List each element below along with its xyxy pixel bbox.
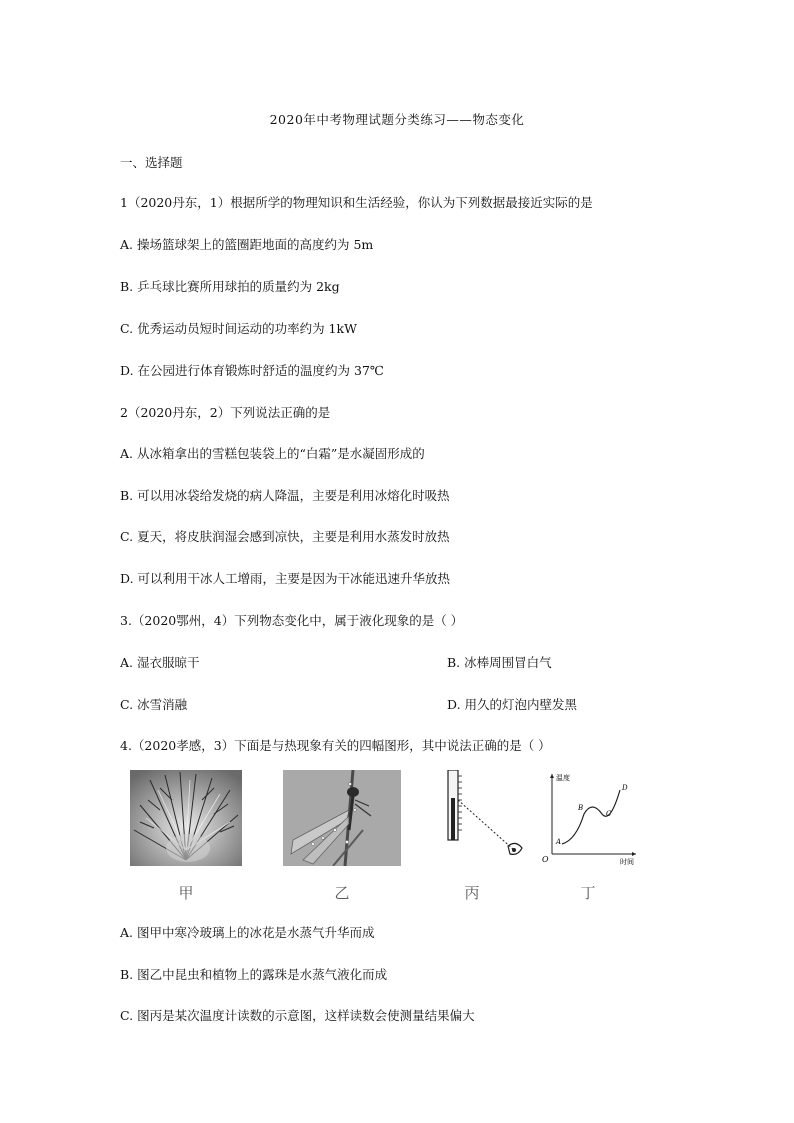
caption-ding: 丁 (580, 884, 596, 902)
question-1-option-c: C. 优秀运动员短时间运动的功率约为 1kW (120, 321, 357, 336)
question-3-option-a: A. 湿衣服晾干 (120, 655, 200, 670)
question-4-option-c: C. 图丙是某次温度计读数的示意图，这样读数会使测量结果偏大 (120, 1008, 475, 1023)
question-2-option-d: D. 可以利用干冰人工增雨，主要是因为干冰能迅速升华放热 (120, 571, 451, 586)
page-title: 2020年中考物理试题分类练习——物态变化 (269, 112, 525, 127)
question-3-option-b: B. 冰棒周围冒白气 (447, 655, 552, 670)
question-3-option-c: C. 冰雪消融 (120, 697, 188, 712)
graph-origin-label: O (542, 855, 549, 864)
graph-point-a: A (556, 838, 562, 846)
question-3-option-d: D. 用久的灯泡内壁发黑 (447, 697, 578, 712)
question-3-stem: 3.（2020鄂州，4）下列物态变化中，属于液化现象的是（ ） (120, 613, 464, 628)
graph-x-axis-label: 时间 (620, 858, 634, 866)
graph-point-b: B (578, 804, 584, 812)
question-4-option-a: A. 图甲中寒冷玻璃上的冰花是水蒸气升华而成 (120, 925, 375, 940)
caption-bing: 丙 (464, 884, 480, 902)
question-2-option-b: B. 可以用冰袋给发烧的病人降温，主要是利用冰熔化时吸热 (120, 488, 450, 503)
question-2-option-a: A. 从冰箱拿出的雪糕包装袋上的“白霜”是水凝固形成的 (120, 446, 425, 461)
figure-thermometer-diagram (440, 770, 530, 870)
question-4-stem: 4.（2020孝感，3）下面是与热现象有关的四幅图形，其中说法正确的是（ ） (120, 738, 551, 753)
section-heading: 一、选择题 (120, 155, 183, 170)
figure-temperature-graph (540, 770, 640, 870)
question-1-option-d: D. 在公园进行体育锻炼时舒适的温度约为 37℃ (120, 363, 384, 378)
question-1-option-b: B. 乒乓球比赛所用球拍的质量约为 2kg (120, 279, 340, 294)
figure-dragonfly-photo (283, 770, 401, 870)
question-1-option-a: A. 操场篮球架上的篮圈距地面的高度约为 5m (120, 237, 374, 252)
caption-jia: 甲 (178, 884, 194, 902)
question-2-option-c: C. 夏天，将皮肤润湿会感到凉快，主要是利用水蒸发时放热 (120, 529, 450, 544)
question-4-figures (120, 770, 640, 900)
question-1-stem: 1（2020丹东，1）根据所学的物理知识和生活经验，你认为下列数据最接近实际的是 (120, 195, 593, 210)
graph-y-axis-label: 温度 (556, 774, 570, 782)
graph-point-c: C (606, 810, 612, 818)
caption-yi: 乙 (334, 884, 350, 902)
question-4-option-b: B. 图乙中昆虫和植物上的露珠是水蒸气液化而成 (120, 967, 388, 982)
question-2-stem: 2（2020丹东，2）下列说法正确的是 (120, 405, 331, 420)
graph-point-d: D (622, 784, 628, 792)
figure-frost-photo (130, 770, 242, 870)
